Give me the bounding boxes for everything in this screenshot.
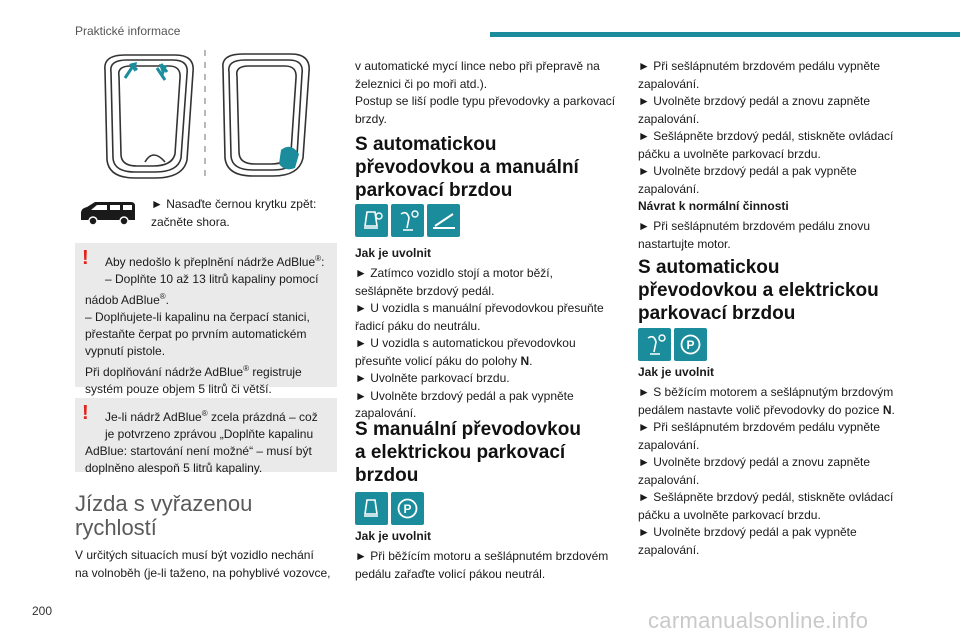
heading-auto-electric-brake: S automatickou převodovkou a elektrickou parkovací brzdou (638, 257, 879, 324)
release-steps-1-continued: ► Při sešlápnutém brzdovém pedálu vypněte zapalování. ► Uvolněte brzdový pedál a znovu zapněte zapalování. ► Sešlápněte brzdový pedál, stiskněte ovládací páčku a uvolněte parkovací brzdu. ► Uvolněte brzdový pedál a pak vypněte zapalování. (638, 59, 894, 196)
neutral-intro-continued: v automatické mycí lince nebo při přepravě na železnici či po moři atd.). Postup se liší podle typu převodovky a parkovací brzdy. (355, 59, 616, 126)
section-header: Praktické informace (75, 24, 181, 38)
release-steps-2: ► Při běžícím motoru a sešlápnutém brzdovém pedálu zařaďte volicí pákou neutrál. (355, 549, 609, 581)
header-accent-bar (490, 32, 960, 37)
section-heading-neutral-driving: Jízda s vyřazenou rychlostí (75, 491, 253, 540)
icon-row-1 (355, 204, 463, 237)
warning-icon: ! (82, 247, 89, 269)
heading-manual-electric-brake: S manuální převodovkou a elektrickou parkovací brzdou (355, 419, 581, 486)
icon-row-3 (638, 328, 710, 361)
subheading-return-normal: Návrat k normální činnosti (638, 199, 789, 213)
return-steps: ► Při sešlápnutém brzdovém pedálu znovu nastartujte motor. (638, 219, 870, 251)
release-steps-3: ► S běžícím motorem a sešlápnutým brzdovým pedálem nastavte volič převodovky do pozice N. ► Při sešlápnutém brzdovém pedálu vypněte zapalování. ► Uvolněte brzdový pedál a znovu zapněte zapalování. ► Sešlápněte brzdový pedál, stiskněte ovládací páčku a uvolněte parkovací brzdu. ► Uvolněte brzdový pedál a pak vypněte zapalování. (638, 385, 895, 557)
warning-icon: ! (82, 402, 89, 424)
icon-row-2 (355, 492, 427, 525)
adblue-cap-illustration (95, 50, 315, 185)
van-icon (79, 200, 137, 226)
electric-parking-brake-icon (674, 328, 707, 361)
neutral-intro-text: V určitých situacích musí být vozidlo nechání na volnoběh (je-li taženo, na pohyblivé vozovce, (75, 548, 331, 580)
manual-parking-brake-icon (427, 204, 460, 237)
warning-note-empty-tank: ! Je-li nádrž AdBlue® zcela prázdná – což je potvrzeno zprávou „Doplňte kapalinu AdBlue: startování není možné“ – musí být doplněno alespoň 5 litrů kapaliny. (75, 398, 337, 472)
manual-gearbox-icon (391, 204, 424, 237)
page-number: 200 (32, 604, 53, 618)
subheading-release-3: Jak je uvolnit (638, 365, 715, 379)
electric-parking-brake-icon (391, 492, 424, 525)
illustration-caption: ► Nasaďte černou krytku zpět: začněte shora. (151, 197, 317, 229)
release-steps-1: ► Zatímco vozidlo stojí a motor běží, sešlápněte brzdový pedál. ► U vozidla s manuální převodovkou přesuňte řadicí páku do neutrálu. ► U vozidla s automatickou převodovkou přesuňte volicí páku do polohy N. ► Uvolněte parkovací brzdu. ► Uvolněte brzdový pedál a pak vypněte zapalování. (355, 266, 604, 420)
subheading-release-2: Jak je uvolnit (355, 529, 432, 543)
manual-gearbox-icon (355, 492, 388, 525)
warning-note-overfill: ! Aby nedošlo k přeplnění nádrže AdBlue®: – Doplňte 10 až 13 litrů kapaliny pomocí nádob AdBlue®. – Doplňujete-li kapalinu na čerpací stanici, přestaňte čerpat po prvním automatickém vypnutí pistole. Při doplňování nádrže AdBlue® registruje systém pouze objem 5 litrů či větší. (75, 243, 337, 387)
svg-text:P: P (686, 338, 695, 352)
subheading-release-1: Jak je uvolnit (355, 246, 432, 260)
heading-auto-manual-brake: S automatickou převodovkou a manuální parkovací brzdou (355, 134, 579, 201)
automatic-gearbox-icon (355, 204, 388, 237)
automatic-gearbox-icon (638, 328, 671, 361)
svg-text:P: P (403, 502, 412, 516)
watermark: carmanualsonline.info (648, 608, 869, 633)
